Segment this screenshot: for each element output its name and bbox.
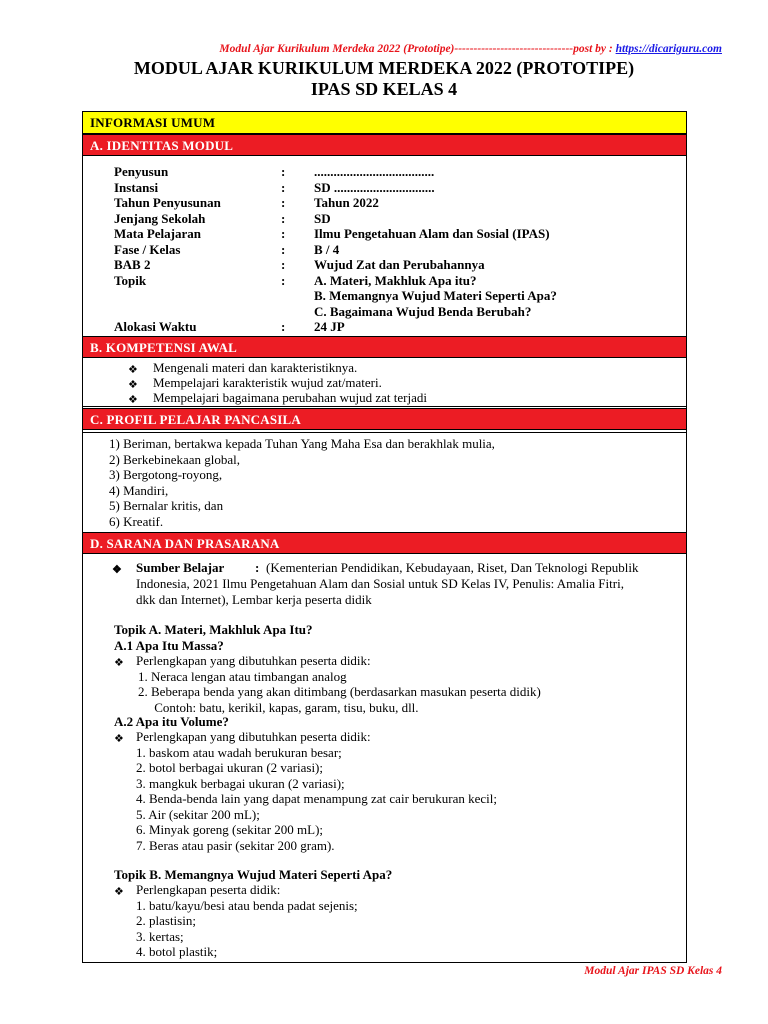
- section-profil-pelajar: C. PROFIL PELAJAR PANCASILA: [83, 408, 686, 430]
- divider: [83, 432, 686, 433]
- header-link[interactable]: https://dicariguru.com: [615, 43, 722, 55]
- identitas-value: A. Materi, Makhluk Apa itu?: [314, 272, 477, 288]
- colon: :: [281, 272, 286, 288]
- bullet-icon: ❖: [114, 733, 124, 745]
- b-intro: Perlengkapan peserta didik:: [136, 882, 281, 897]
- identitas-value: SD: [314, 210, 331, 226]
- sumber-line: dkk dan Internet), Lembar kerja peserta didik: [136, 591, 372, 607]
- identitas-value: SD ...............................: [314, 179, 435, 195]
- topik-b-heading: Topik B. Memangnya Wujud Materi Seperti Apa?: [114, 867, 393, 882]
- bullet-icon: ❖: [128, 379, 138, 391]
- a2-item: 6. Minyak goreng (sekitar 200 mL);: [136, 822, 324, 837]
- divider: [83, 406, 686, 407]
- a2-item: 2. botol berbagai ukuran (2 variasi);: [136, 760, 323, 775]
- running-header: [0, 43, 722, 55]
- sumber-line: (Kementerian Pendidikan, Kebudayaan, Riset, Dan Teknologi Republik: [266, 560, 639, 575]
- identitas-value: Ilmu Pengetahuan Alam dan Sosial (IPAS): [314, 226, 550, 241]
- colon: :: [281, 179, 286, 195]
- kompetensi-item: Mengenali materi dan karakteristiknya.: [153, 360, 358, 375]
- bullet-icon: ❖: [114, 886, 124, 898]
- kompetensi-item: Mempelajari bagaimana perubahan wujud zat terjadi: [153, 390, 427, 405]
- identitas-label: Topik: [114, 272, 147, 288]
- document-subtitle: IPAS SD KELAS 4: [310, 79, 458, 99]
- alokasi-label: Alokasi Waktu: [114, 319, 197, 334]
- bullet-icon: ❖: [128, 364, 138, 376]
- identitas-label: Jenjang Sekolah: [114, 210, 206, 226]
- profil-item: 6) Kreatif.: [109, 513, 164, 529]
- topik-b: B. Memangnya Wujud Materi Seperti Apa?: [314, 288, 557, 303]
- module-table: [82, 111, 687, 963]
- sumber-line: Indonesia, 2021 Ilmu Pengetahuan Alam dan Sosial untuk SD Kelas IV, Penulis: Amalia Fitri,: [136, 576, 624, 591]
- colon: :: [281, 195, 286, 210]
- topik-c: C. Bagaimana Wujud Benda Berubah?: [314, 303, 532, 319]
- colon: :: [281, 164, 286, 179]
- b-item: 2. plastisin;: [136, 913, 196, 928]
- a2-item: 1. baskom atau wadah berukuran besar;: [136, 744, 342, 760]
- a2-intro: Perlengkapan yang dibutuhkan peserta didik:: [136, 729, 371, 744]
- b-item: 3. kertas;: [136, 928, 184, 944]
- identitas-label: Mata Pelajaran: [114, 226, 202, 241]
- a2-item: 4. Benda-benda lain yang dapat menampung zat cair berukuran kecil;: [136, 791, 497, 806]
- identitas-label: BAB 2: [114, 257, 151, 272]
- sumber-belajar-label: Sumber Belajar: [136, 560, 225, 575]
- identitas-value: Wujud Zat dan Perubahannya: [314, 257, 485, 272]
- profil-item: 2) Berkebinekaan global,: [109, 452, 241, 467]
- a1-heading: A.1 Apa Itu Massa?: [114, 637, 224, 653]
- section-kompetensi-awal: B. KOMPETENSI AWAL: [83, 336, 686, 358]
- a2-item: 7. Beras atau pasir (sekitar 200 gram).: [136, 837, 335, 853]
- identitas-value: .....................................: [314, 164, 435, 179]
- colon: :: [281, 319, 286, 334]
- header-text: Modul Ajar Kurikulum Merdeka 2022 (Prototipe)-------------------------------post by :: [219, 43, 616, 55]
- a1-item: 1. Neraca lengan atau timbangan analog: [138, 668, 347, 684]
- identitas-value: B / 4: [314, 241, 340, 257]
- identitas-label: Instansi: [114, 179, 159, 195]
- bullet-icon: ❖: [128, 394, 138, 406]
- alokasi-value: 24 JP: [314, 319, 345, 334]
- colon: :: [281, 210, 286, 226]
- b-item: 4. botol plastik;: [136, 944, 218, 959]
- kompetensi-item: Mempelajari karakteristik wujud zat/materi.: [153, 375, 382, 390]
- a2-heading: A.2 Apa itu Volume?: [114, 714, 229, 729]
- a2-item: 3. mangkuk berbagai ukuran (2 variasi);: [136, 775, 345, 791]
- identitas-label: Fase / Kelas: [114, 241, 181, 257]
- identitas-value: Tahun 2022: [314, 195, 379, 210]
- colon: :: [281, 257, 286, 272]
- profil-item: 4) Mandiri,: [109, 482, 169, 498]
- bullet-icon: ❖: [114, 657, 124, 669]
- profil-item: 1) Beriman, bertakwa kepada Tuhan Yang Maha Esa dan berakhlak mulia,: [109, 436, 495, 451]
- identitas-label: Tahun Penyusunan: [114, 195, 221, 210]
- colon: :: [281, 241, 286, 257]
- profil-item: 5) Bernalar kritis, dan: [109, 498, 224, 513]
- a1-item: Contoh: batu, kerikil, kapas, garam, tisu, buku, dll.: [138, 699, 419, 715]
- running-footer: Modul Ajar IPAS SD Kelas 4: [584, 965, 722, 977]
- a1-item: 2. Beberapa benda yang akan ditimbang (berdasarkan masukan peserta didik): [138, 684, 541, 699]
- document-title: MODUL AJAR KURIKULUM MERDEKA 2022 (PROTOTIPE): [133, 58, 635, 78]
- a2-item: 5. Air (sekitar 200 mL);: [136, 806, 260, 822]
- topik-a-heading: Topik A. Materi, Makhluk Apa Itu?: [114, 622, 313, 637]
- b-item: 1. batu/kayu/besi atau benda padat sejenis;: [136, 897, 358, 913]
- identitas-label: Penyusun: [114, 164, 169, 179]
- bullet-icon: ❖: [112, 564, 122, 576]
- section-informasi-umum: INFORMASI UMUM: [83, 112, 686, 134]
- profil-item: 3) Bergotong-royong,: [109, 467, 223, 482]
- section-identitas-modul: A. IDENTITAS MODUL: [83, 134, 686, 156]
- colon: :: [255, 560, 260, 575]
- colon: :: [281, 226, 286, 241]
- a1-intro: Perlengkapan yang dibutuhkan peserta didik:: [136, 653, 371, 668]
- section-sarana-prasarana: D. SARANA DAN PRASARANA: [83, 532, 686, 554]
